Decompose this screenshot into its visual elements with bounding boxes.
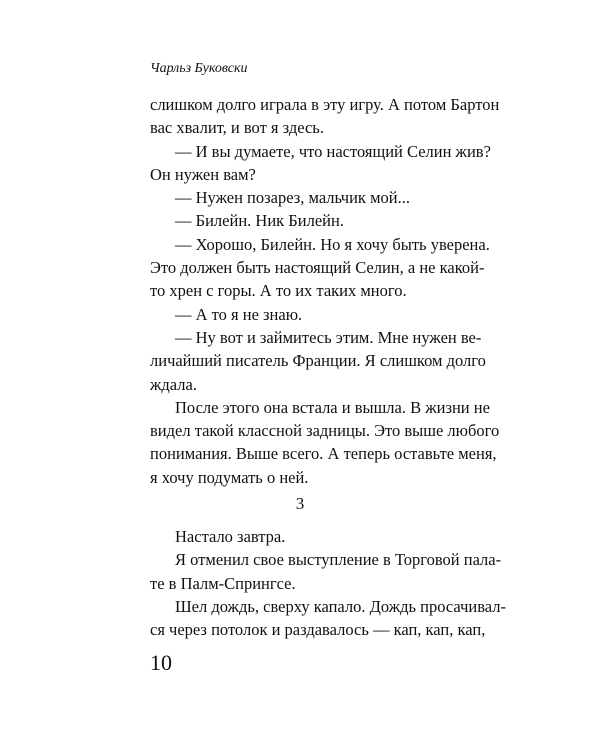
text-line: Он нужен вам? xyxy=(150,164,256,184)
running-head: Чарльз Буковски xyxy=(150,61,248,76)
text-line: видел такой классной задницы. Это выше любого xyxy=(150,421,500,441)
text-line: ждала. xyxy=(150,374,197,394)
chapter-number: 3 xyxy=(295,494,305,513)
paragraph xyxy=(150,93,500,140)
paragraph xyxy=(150,595,506,642)
paragraph xyxy=(150,326,486,396)
body-text-chapter-3 xyxy=(150,525,506,641)
paragraph xyxy=(150,186,476,209)
paragraph xyxy=(150,233,490,303)
page-number: 10 xyxy=(150,650,172,675)
text-line: Это должен быть настоящий Селин, а не какой- xyxy=(150,258,485,278)
text-line: Настало завтра. xyxy=(175,527,286,546)
text-line: понимания. Выше всего. А теперь оставьте меня, xyxy=(150,444,497,464)
text-line: — Нужен позарез, мальчик мой... xyxy=(175,188,410,208)
paragraph xyxy=(150,548,502,595)
paragraph xyxy=(150,209,476,232)
paragraph xyxy=(150,525,476,548)
text-line: личайший писатель Франции. Я слишком долго xyxy=(150,351,486,371)
text-line: то хрен с горы. А то их таких много. xyxy=(150,281,407,301)
text-line: вас хвалит, и вот я здесь. xyxy=(150,118,324,138)
text-line: те в Палм-Спрингсе. xyxy=(150,573,296,593)
text-line: — Ну вот и займитесь этим. Мне нужен ве- xyxy=(175,327,482,347)
paragraph xyxy=(150,396,500,489)
body-text-before-chapter xyxy=(150,93,500,489)
text-line: ся через потолок и раздавалось — кап, кап, кап, xyxy=(150,620,486,640)
text-line: я хочу подумать о ней. xyxy=(150,467,309,487)
text-line: Шел дождь, сверху капало. Дождь просачивал- xyxy=(175,596,506,616)
text-line: — И вы думаете, что настоящий Селин жив? xyxy=(175,141,491,161)
text-line: — А то я не знаю. xyxy=(175,304,303,324)
paragraph xyxy=(150,140,491,187)
text-line: После этого она встала и вышла. В жизни не xyxy=(175,397,490,417)
text-line: — Хорошо, Билейн. Но я хочу быть уверена. xyxy=(175,234,490,254)
paragraph xyxy=(150,303,476,326)
text-line: слишком долго играла в эту игру. А потом Бартон xyxy=(150,95,500,114)
text-line: Я отменил свое выступление в Торговой пала- xyxy=(175,550,502,570)
text-line: — Билейн. Ник Билейн. xyxy=(175,211,344,231)
